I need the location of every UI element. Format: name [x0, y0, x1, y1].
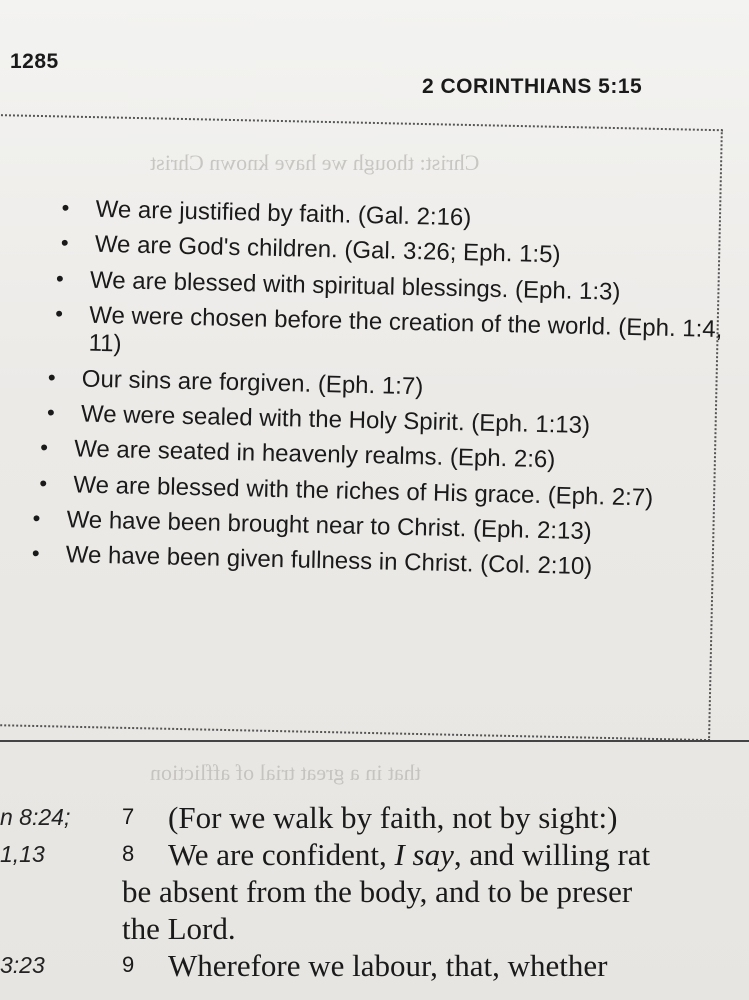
- bullet-icon: •: [32, 505, 41, 531]
- verse-9: [0, 948, 749, 985]
- bullet-icon: •: [61, 195, 70, 221]
- cross-reference: 3:23: [0, 952, 45, 978]
- section-divider: [0, 740, 749, 742]
- bleed-through-text: that in a great trial of affliction: [150, 760, 421, 785]
- page-number: 1285: [10, 50, 59, 73]
- bullet-icon: •: [47, 364, 56, 390]
- verse-text: (For we walk by faith, not by sight:): [168, 800, 618, 835]
- bullet-icon: •: [39, 434, 49, 460]
- verse-text: the Lord.: [122, 911, 236, 946]
- bullet-icon: •: [46, 399, 56, 425]
- bullet-icon: •: [55, 300, 64, 327]
- list-item: • We are blessed with the riches of His grace. (Eph. 2:7): [39, 470, 654, 512]
- verse-number: 7: [122, 804, 135, 829]
- identity-bullet-list: [31, 195, 729, 592]
- bullet-icon: •: [55, 265, 65, 291]
- cross-reference: 1,13: [0, 841, 45, 867]
- verse-7: [0, 800, 749, 837]
- verse-8-continued: [0, 874, 749, 911]
- cross-reference: n 8:24;: [0, 804, 71, 830]
- bullet-icon: •: [31, 540, 40, 566]
- list-item: • We are seated in heavenly realms. (Eph. 2:6): [39, 434, 556, 474]
- verse-8-continued: [0, 911, 749, 948]
- verse-number: 8: [122, 841, 135, 866]
- bullet-icon: •: [39, 470, 48, 496]
- list-item: • Our sins are forgiven. (Eph. 1:7): [47, 364, 424, 400]
- list-item: • We were chosen before the creation of the world. (Eph. 1:4, 11): [55, 300, 723, 358]
- scripture-text: [0, 800, 749, 985]
- verse-text: Wherefore we labour, that, whether: [168, 948, 608, 983]
- bullet-icon: •: [60, 230, 69, 256]
- running-head: 2 CORINTHIANS 5:15: [422, 75, 643, 98]
- verse-number: 9: [122, 952, 135, 977]
- list-item: • We are justified by faith. (Gal. 2:16): [61, 195, 472, 232]
- list-item: • We have been brought near to Christ. (Eph. 2:13): [32, 505, 593, 545]
- list-item: • We are God's children. (Gal. 3:26; Eph. 1:5): [60, 230, 561, 269]
- list-item: • We have been given fullness in Christ. (Col. 2:10): [31, 540, 593, 581]
- verse-text: be absent from the body, and to be preser: [122, 874, 633, 909]
- verse-text: We are confident, I say, and willing rat: [168, 837, 651, 872]
- verse-8: [0, 837, 749, 874]
- list-item: • We are blessed with spiritual blessings. (Eph. 1:3): [55, 265, 621, 306]
- bleed-through-text: Christ: though we have known Christ: [150, 150, 480, 175]
- list-item: • We were sealed with the Holy Spirit. (Eph. 1:13): [46, 399, 591, 439]
